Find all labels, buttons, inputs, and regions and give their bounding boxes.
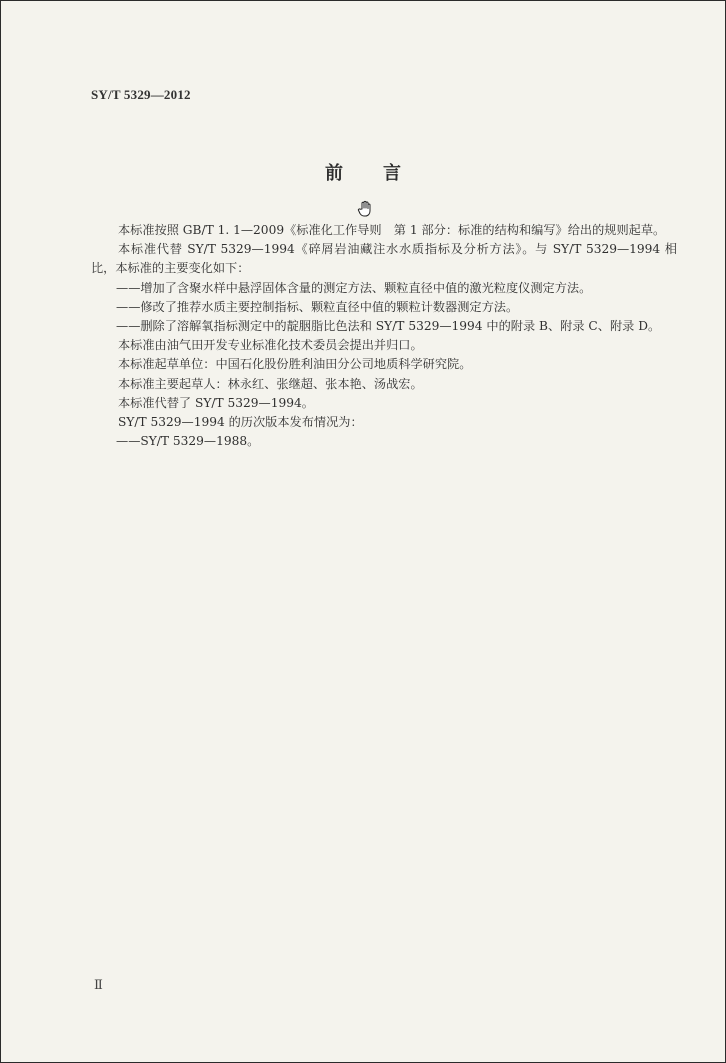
preface-body xyxy=(91,221,677,451)
paragraph-drafting-rules: 本标准按照 GB/T 1. 1—2009《标准化工作导则 第 1 部分：标准的结构和编写》给出的规则起草。 xyxy=(118,223,666,237)
change-item-modified: ——修改了推荐水质主要控制指标、颗粒直径中值的颗粒计数器测定方法。 xyxy=(116,299,519,314)
document-code: SY/T 5329—2012 xyxy=(91,87,191,102)
title-char-2: 言 xyxy=(383,163,401,184)
hand-pointer-icon xyxy=(356,200,374,218)
history-item: ——SY/T 5329—1988。 xyxy=(116,434,260,449)
paragraph-drafters: 本标准主要起草人：林永红、张继超、张本艳、汤战宏。 xyxy=(118,376,423,391)
change-item-added: ——增加了含聚水样中悬浮固体含量的测定方法、颗粒直径中值的激光粒度仪测定方法。 xyxy=(116,280,592,295)
change-item-deleted: ——删除了溶解氧指标测定中的靛胭脂比色法和 SY/T 5329—1994 中的附录 B、附录 C、附录 D。 xyxy=(116,319,661,334)
title-char-1: 前 xyxy=(325,163,343,184)
paragraph-drafting-unit: 本标准起草单位：中国石化股份胜利油田分公司地质科学研究院。 xyxy=(118,357,472,372)
paragraph-history-intro: SY/T 5329—1994 的历次版本发布情况为： xyxy=(118,415,363,430)
paragraph-supersedes: 本标准代替了 SY/T 5329—1994。 xyxy=(118,395,314,410)
paragraph-proposer: 本标准由油气田开发专业标准化技术委员会提出并归口。 xyxy=(118,338,423,353)
page-number: Ⅱ xyxy=(94,977,103,992)
page-title xyxy=(1,159,725,185)
paragraph-replacement: 本标准代替 SY/T 5329—1994《碎屑岩油藏注水水质指标及分析方法》。与 SY/T 5329—1994 相比，本标准的主要变化如下： xyxy=(91,242,677,276)
